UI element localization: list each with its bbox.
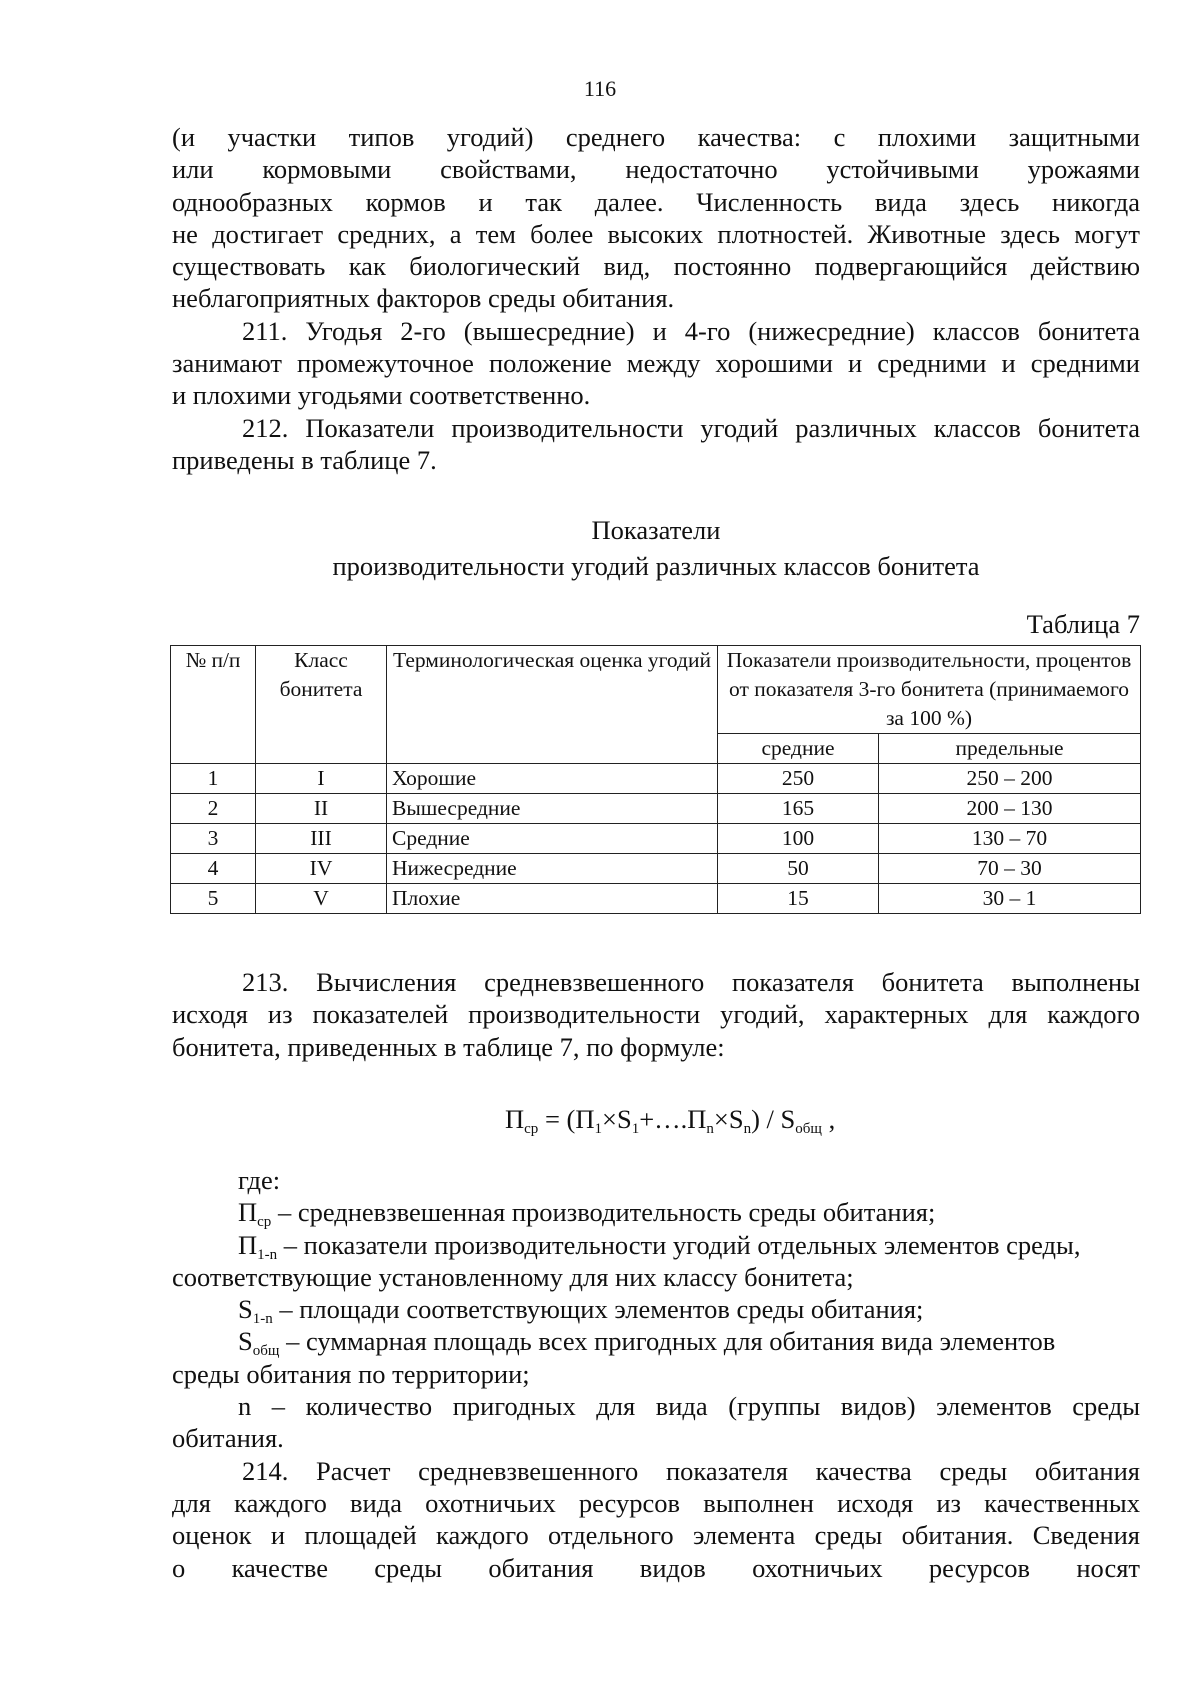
formula-text: , bbox=[821, 1104, 836, 1134]
text-line: 213. Вычисления средневзвешенного показателя бонитета выполнены bbox=[242, 967, 1140, 997]
cell-limit: 30 – 1 bbox=[879, 884, 1141, 914]
table-title bbox=[172, 512, 1140, 584]
text-line: не достигает средних, а тем более высоких плотностей. Животные здесь могут bbox=[172, 218, 1140, 249]
cell-number: 1 bbox=[171, 764, 256, 794]
def-text: – площади соответствующих элементов среды обитания; bbox=[272, 1294, 924, 1325]
formula-subscript: ср bbox=[524, 1121, 539, 1137]
cell-number: 2 bbox=[171, 794, 256, 824]
definitions bbox=[172, 1164, 1140, 1584]
cell-class: III bbox=[256, 824, 387, 854]
header-limit: предельные bbox=[879, 734, 1141, 764]
definition-line bbox=[172, 1325, 1140, 1360]
text-line: среды обитания по территории; bbox=[172, 1358, 530, 1389]
cell-class: V bbox=[256, 884, 387, 914]
def-text: – показатели производительности угодий отдельных элементов среды, bbox=[277, 1229, 1081, 1260]
formula-subscript: общ bbox=[795, 1121, 822, 1137]
formula-text: ) / bbox=[751, 1104, 781, 1134]
cell-term: Нижесредние bbox=[387, 854, 718, 884]
def-subscript: 1-n bbox=[252, 1311, 273, 1328]
cell-limit: 200 – 130 bbox=[879, 794, 1141, 824]
text-line: соответствующие установленному для них классу бонитета; bbox=[172, 1261, 854, 1292]
text-line: однообразных кормов и так далее. Численность вида здесь никогда bbox=[172, 186, 1140, 217]
definition-line bbox=[172, 1293, 1140, 1328]
text-line: для каждого вида охотничьих ресурсов выполнен исходя из качественных bbox=[172, 1487, 1140, 1518]
header-number: № п/п bbox=[171, 646, 256, 764]
cell-class: IV bbox=[256, 854, 387, 884]
formula bbox=[505, 1104, 835, 1138]
text-line: и плохими угодьями соответственно. bbox=[172, 380, 591, 411]
cell-average: 15 bbox=[718, 884, 879, 914]
table-title-line: Показатели bbox=[591, 515, 721, 545]
def-subscript: 1-n bbox=[257, 1246, 278, 1263]
formula-subscript: n bbox=[743, 1121, 752, 1137]
header-average: средние bbox=[718, 734, 879, 764]
cell-number: 3 bbox=[171, 824, 256, 854]
text-line: 214. Расчет средневзвешенного показателя качества среды обитания bbox=[242, 1455, 1140, 1486]
cell-class: II bbox=[256, 794, 387, 824]
text-line: о качестве среды обитания видов охотничьих ресурсов носят bbox=[172, 1552, 1140, 1583]
formula-subscript: n bbox=[706, 1121, 714, 1137]
formula-symbol: S bbox=[616, 1104, 632, 1134]
text-line: или кормовыми свойствами, недостаточно устойчивыми урожаями bbox=[172, 154, 1140, 185]
cell-term: Хорошие bbox=[387, 764, 718, 794]
definition-line: n – количество пригодных для вида (группы видов) элементов среды bbox=[238, 1391, 1140, 1422]
cell-term: Вышесредние bbox=[387, 794, 718, 824]
def-text: – средневзвешенная производительность среды обитания; bbox=[271, 1197, 936, 1228]
formula-text: +…. bbox=[639, 1104, 688, 1134]
formula-text: × bbox=[601, 1104, 617, 1134]
where-label: где: bbox=[238, 1165, 281, 1195]
table-header-row bbox=[171, 646, 1141, 734]
formula-text: = ( bbox=[538, 1104, 576, 1134]
text-line: обитания. bbox=[172, 1423, 284, 1454]
cell-average: 165 bbox=[718, 794, 879, 824]
cell-class: I bbox=[256, 764, 387, 794]
text-line: неблагоприятных факторов среды обитания. bbox=[172, 283, 675, 314]
text-line: приведены в таблице 7. bbox=[172, 444, 437, 475]
formula-subscript: 1 bbox=[631, 1121, 640, 1137]
paragraph-213 bbox=[172, 966, 1140, 1063]
text-line: 212. Показатели производительности угодий различных классов бонитета bbox=[242, 412, 1140, 443]
formula-subscript: 1 bbox=[594, 1121, 602, 1137]
text-line: занимают промежуточное положение между хорошими и средними и средними bbox=[172, 348, 1140, 379]
cell-average: 50 bbox=[718, 854, 879, 884]
intro-paragraph bbox=[172, 121, 1140, 476]
formula-symbol: S bbox=[728, 1104, 744, 1134]
cell-limit: 70 – 30 bbox=[879, 854, 1141, 884]
def-subscript: ср bbox=[257, 1214, 272, 1231]
cell-number: 4 bbox=[171, 854, 256, 884]
def-symbol: S bbox=[238, 1326, 253, 1357]
table-row bbox=[171, 794, 1141, 824]
cell-average: 250 bbox=[718, 764, 879, 794]
header-class: Класс бонитета bbox=[256, 646, 387, 764]
cell-limit: 250 – 200 bbox=[879, 764, 1141, 794]
cell-term: Средние bbox=[387, 824, 718, 854]
page-number: 116 bbox=[583, 76, 617, 101]
table-row bbox=[171, 884, 1141, 914]
text-line: исходя из показателей производительности угодий, характерных для каждого bbox=[172, 999, 1140, 1030]
text-line: бонитета, приведенных в таблице 7, по формуле: bbox=[172, 1031, 725, 1062]
bonitet-table bbox=[170, 645, 1141, 914]
text-line: оценок и площадей каждого отдельного элемента среды обитания. Сведения bbox=[172, 1520, 1140, 1551]
header-performance: Показатели производительности, процентов от показателя 3-го бонитета (принимаемого за 100 %) bbox=[718, 646, 1141, 734]
cell-average: 100 bbox=[718, 824, 879, 854]
cell-term: Плохие bbox=[387, 884, 718, 914]
header-term: Терминологическая оценка угодий bbox=[387, 646, 718, 764]
formula-symbol: S bbox=[780, 1104, 796, 1134]
table-row bbox=[171, 824, 1141, 854]
def-subscript: общ bbox=[252, 1343, 280, 1360]
def-symbol: П bbox=[238, 1197, 258, 1228]
def-symbol: П bbox=[238, 1229, 258, 1260]
table-row bbox=[171, 764, 1141, 794]
table-row bbox=[171, 854, 1141, 884]
def-symbol: S bbox=[238, 1294, 253, 1325]
formula-text: × bbox=[713, 1104, 729, 1134]
text-line: (и участки типов угодий) среднего качества: с плохими защитными bbox=[172, 122, 1140, 152]
cell-limit: 130 – 70 bbox=[879, 824, 1141, 854]
cell-number: 5 bbox=[171, 884, 256, 914]
definition-line bbox=[172, 1196, 1140, 1231]
formula-symbol: П bbox=[505, 1104, 525, 1134]
table-caption: Таблица 7 bbox=[1026, 609, 1140, 639]
formula-symbol: П bbox=[575, 1104, 595, 1134]
table-title-line: производительности угодий различных классов бонитета bbox=[332, 551, 980, 581]
formula-symbol: П bbox=[687, 1104, 707, 1134]
text-line: существовать как биологический вид, постоянно подвергающийся действию bbox=[172, 251, 1140, 282]
def-text: – суммарная площадь всех пригодных для обитания вида элементов bbox=[279, 1326, 1056, 1357]
text-line: 211. Угодья 2-го (вышесредние) и 4-го (нижесредние) классов бонитета bbox=[242, 315, 1140, 346]
definition-line bbox=[172, 1229, 1140, 1261]
